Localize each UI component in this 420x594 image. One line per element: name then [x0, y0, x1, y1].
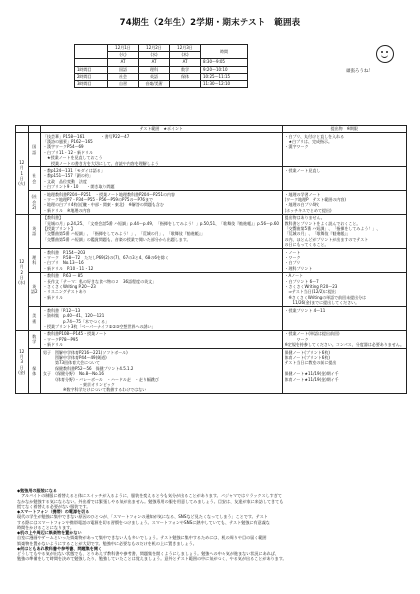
exam-date-part: 2 [20, 269, 24, 275]
header-submissions: 提出物 ※期限 [282, 126, 406, 133]
range-line: 【授業プリント】 [42, 226, 75, 231]
schedule-cell: 社会 [108, 73, 139, 80]
subject-row [16, 272, 407, 306]
submission-line: ※さくさくWritingの単語で前回未提出分は [284, 294, 367, 300]
range-line: ・ワークP78～P95 [42, 336, 78, 342]
study-tips-section [17, 488, 409, 562]
submission-line: ・授業ノート見直し [284, 167, 321, 173]
range-line: ・教p124～131「モダイは語る」 [42, 167, 105, 173]
subject-row [16, 249, 407, 273]
submission-line: ・白プリ、丸付けと直しを入れる [284, 133, 345, 139]
header-cell [28, 126, 40, 133]
submission-line: 教科書とプリントをよく読んでおくこと。 [284, 220, 361, 226]
range-line: ・新ドリル P.10・11・12 [42, 265, 94, 271]
schedule-cell: 数学 [170, 66, 201, 73]
submission-cell [282, 349, 406, 394]
subject-row [16, 349, 407, 394]
tip-text: 慌てなく着替える必要がない服装です。 [17, 503, 91, 509]
subject-name: 美術 [28, 307, 40, 331]
period-label: 2時間目 [75, 73, 108, 80]
period-label [75, 59, 108, 66]
test-range-cell [40, 214, 282, 248]
exam-date-part: 12 [19, 348, 25, 354]
subject-row [16, 167, 407, 191]
test-range-cell [40, 167, 282, 191]
range-line: ★授業ノートを見直しておこう [42, 155, 103, 161]
schedule-time: 8:30～9:05 [201, 59, 248, 66]
range-line: ・資料集 p.40～41、120～121 [42, 313, 105, 319]
schedule-cell: AT [139, 59, 170, 66]
submission-line: ワーク [284, 336, 309, 342]
tip-text: アルバイトの制服に着替えると体にスイッチが入るように、服装を変えると今も気分が出ることがあります。パジャマではリラックスしすぎて [17, 493, 282, 499]
exam-date-part: (金) [18, 370, 26, 376]
tip-text: 現代の学生が勉強に集中できない原因のひとつが、「スマートフォンの通知が気になる、SNSなど見たくなってしまう」ことです。テスト [17, 514, 268, 520]
tip-text: 勉強の準備をして時間を決めて勉強したり、勉強していたことは覚えましょう。意外とテスト範囲の中に気がつく、やる気が出ることがあります。 [17, 556, 287, 562]
smiley-face-icon [376, 45, 394, 63]
schedule-header-cell: 12月3日 [170, 45, 201, 52]
range-line: ・リスニングテストあり [42, 289, 87, 295]
schedule-subheader-cell: (火) [108, 52, 139, 59]
range-line: ・授業プリント3枚「ベーパーナイフ①②③空想世界への誘い」 [42, 323, 156, 329]
schedule-time: 11:30～12:10 [201, 81, 248, 88]
subject-name: 英語2 [28, 272, 40, 306]
range-table-header [16, 126, 407, 133]
schedule-cell [170, 81, 201, 88]
submission-cell [282, 272, 406, 306]
range-line: ・白プリ11・12・新ドリル [42, 149, 94, 155]
submission-line: ・Aノート [284, 273, 304, 279]
encouragement-text: 頑張ろうね！ [346, 69, 373, 74]
submission-cell [282, 330, 406, 348]
range-line: ・さくさくWriting P.20～23 [42, 284, 96, 290]
exam-date-part: 12 [19, 159, 25, 165]
submission-line: 保健ノート(プリント6枚) [284, 349, 330, 355]
exam-date-cell [16, 133, 29, 215]
submission-line: ・地理の学習ノート [284, 191, 321, 197]
range-table-body [16, 133, 407, 394]
tip-text: どうしてもやる気が出ない状態でも、とりあえず教科書や参考書、問題集を開くようにしましょう。勉強への中々気が進まない状況にあれば、 [17, 551, 279, 556]
submission-line: ★白プリは、完成指示。 [284, 138, 332, 144]
submission-line: ※定規を持参してください。コンパス、分度器は必要ありません。 [284, 342, 404, 348]
submission-line: 提出物はありません。 [284, 215, 325, 221]
schedule-header-cell: 12月2日 [139, 45, 170, 52]
subject-name: 保体 [28, 349, 40, 394]
tip-text: 娯楽物を置かないようにすることが大切です。勉強中に必要なものだけを机の上に置きましょう。 [17, 540, 197, 546]
test-range-cell [40, 307, 282, 331]
subject-name: 国語 [28, 133, 40, 167]
schedule-subheader-cell [75, 52, 108, 59]
submission-line: ・ノート [284, 249, 301, 255]
subject-name: 社会 [28, 167, 40, 191]
submission-line: ・地理の白プリ4枚 [284, 202, 319, 208]
range-line: ・文政 品位変動 法度 [42, 178, 87, 184]
submission-line: テスト当日に教室の前に提出 [284, 360, 337, 366]
header-cell [16, 126, 29, 133]
schedule-header-cell: 時間 [201, 45, 248, 59]
range-line: ・新ドリル [42, 342, 63, 348]
submission-line: (ワーク地理P テスト範囲の内容) [284, 196, 346, 202]
tip-text: 時間をかけることになります。 [17, 524, 74, 530]
range-line: 男子 図解中学体育P216～221(ソフトボール) [42, 349, 128, 355]
subject-row [16, 214, 407, 248]
tip-heading: ◆何はともあれ教科書や参考書、問題集を開く [17, 545, 103, 551]
exam-date-part: 1 [20, 170, 24, 176]
schedule-time: 10:25～11:15 [201, 73, 248, 80]
range-line: ・教科書 P.63 ～ 85 [42, 273, 83, 279]
tip-heading: ◆スマートフォン（携帯）の電源を切る [17, 509, 90, 514]
submission-line: (ホッチキスでとめて提出) [284, 207, 332, 213]
exam-date-cell [16, 330, 29, 393]
schedule-row [75, 59, 248, 66]
schedule-subheader-cell: (木) [170, 52, 201, 59]
subject-row [16, 307, 407, 331]
submission-cell [282, 191, 406, 215]
exam-date-part: 月 [19, 353, 24, 359]
tip-heading: ◆勉強用の服装になる [17, 488, 57, 493]
schedule-cell: 保体 [170, 73, 201, 80]
schedule-cell: 理科 [139, 66, 170, 73]
range-line: ・東京オリンピック [42, 381, 115, 387]
test-range-cell [40, 349, 282, 394]
test-range-cell [40, 133, 282, 167]
header-range: テスト範囲 ★ポイント [40, 126, 282, 133]
period-label: 1時間目 [75, 66, 108, 73]
submission-line: 「荒城の月」、「歌舞伎『勧進帳』」 [284, 231, 351, 237]
subject-name: 数学 [28, 330, 40, 348]
exam-schedule-table [74, 44, 248, 88]
range-line: ・白プリ No.13～16 [42, 260, 84, 266]
test-range-cell [40, 249, 282, 273]
submission-line: ・白プリ [284, 260, 301, 266]
range-line: ・新ドリル ※地理の内容 [42, 207, 91, 213]
range-line: 「見城の月」p.24,25、「文豪会話5番 ハ短調」p.44～p.49、「指揮をしてみよう！」p.50,51、「歌舞伎『勧進帳』」p.56～p.60 [42, 220, 279, 226]
subject-name: 英語 [28, 214, 40, 248]
schedule-row [75, 66, 248, 73]
submission-cell [282, 167, 406, 191]
schedule-cell: AT [108, 59, 139, 66]
exam-date-part: 3 [20, 359, 24, 365]
exam-date-part: 月 [19, 165, 24, 171]
subject-name: 理科 [28, 249, 40, 273]
submission-cell [282, 249, 406, 273]
submission-line: ⇒テスト当日(12/2)に提出 [284, 289, 336, 295]
schedule-header-cell: 12月1日 [108, 45, 139, 52]
submission-line: ・ワーク [284, 255, 301, 261]
range-line: ・地理の白プリ4枚(近畿・中部・関東・東北) ※解答の問題も含む [42, 202, 164, 208]
exam-date-part: 日 [19, 176, 24, 182]
exam-date-part: (火) [18, 181, 26, 187]
schedule-cell: AT [170, 59, 201, 66]
range-line: 「交響曲第5番 ハ短調」、「指揮をしてみよう！」、「荒城の月」、「歌舞伎『勧進帳』」 [42, 231, 205, 237]
range-line: ・漢字ワークP54～69 [42, 144, 84, 150]
subject-row [16, 191, 407, 215]
exam-date-part: 日 [19, 274, 24, 280]
submission-cell [282, 307, 406, 331]
range-line: 保健教科書P52～56 保健プリント4.5.1.2 [42, 365, 134, 371]
range-line: p.74～75「木でつくる」 [42, 318, 109, 324]
submission-line: ・漢字ワーク [284, 144, 309, 150]
test-range-cell [40, 330, 282, 348]
tip-text: なかなか勉強する気にならない。外出着では緊張しやる気が出ません。勉強専用の服を用意してみましょう。目安は、友達が家に来訪してきても [17, 498, 284, 504]
range-line: 「技芸華」P158～161 ・書写P22～47 [42, 133, 130, 139]
submission-line: の内、ほとんどがプリントが出ますのでテスト [284, 236, 369, 242]
range-line: 【教科書】 [42, 215, 63, 221]
submission-line: 体育ノート★11/19(金)期イ千 [284, 376, 339, 382]
range-line: ・地理教科書P204～P251 ・授業ノート地理教科書P204～P251の内容 [42, 191, 176, 197]
schedule-header-cell [75, 45, 108, 52]
range-line: ・新ドリル [42, 294, 63, 300]
range-line: ・教科書「P.12～13 [42, 307, 81, 313]
range-line: 図解中学体育P44～49(剣道) [42, 354, 107, 360]
submission-line: ・さくさくWriting P.20～23 [284, 284, 338, 290]
range-line: ・教科書P108～P145・授業ノート [42, 331, 107, 337]
range-line: 授業ノートの書き方を大切にして、音読や内容を理解しよう [42, 160, 159, 166]
schedule-cell: 国語 [108, 66, 139, 73]
schedule-subheader-cell: (水) [139, 52, 170, 59]
range-line: 「漢詩の風景」P162～165 [42, 138, 93, 144]
submission-line: ・白プリント 6～7 [284, 278, 319, 284]
submission-line: 体育ノート(プリント6枚) [284, 354, 330, 360]
submission-cell [282, 214, 406, 248]
range-line: 第73回体育大会について [42, 360, 100, 366]
tip-text: 自室に漫画やゲームといった娯楽物があって集中できない人も多いでしょう。テスト勉強に集中するためには、机の周りや目の届く範囲 [17, 535, 267, 541]
exam-date-part: 日 [19, 364, 24, 370]
submission-line: ・理科プリント [284, 265, 313, 271]
page-title: 74期生（2年生）2学期・期末テスト 範囲表 [119, 18, 301, 28]
submission-line: ・授業ノート(単語は提出前回) [284, 331, 340, 337]
submission-line: 保健ノート★11/19(金)期イ千 [284, 371, 339, 377]
schedule-cell: 音楽/美術 [139, 81, 170, 88]
range-line: 「交響曲第5番 ハ短調」の鑑賞問題も、音楽の授業で聞いた部分から出題します。 [42, 236, 191, 242]
subject-row [16, 133, 407, 167]
range-line: 《体育分野》・バレーボール ・ハードル走 ・走り幅跳び [42, 376, 159, 382]
range-line: ・教科書 P.154～203 [42, 249, 86, 255]
schedule-cell: 自習 [108, 81, 139, 88]
submission-cell [282, 133, 406, 167]
submission-line: ・授業プリント 4～11 [284, 307, 326, 313]
range-line: ・白プリント9・10 ・開き取り問題 [42, 184, 115, 190]
submission-line: 「交響曲第5番 ハ短調」、「指揮をしてみよう！」、 [284, 226, 381, 231]
range-line: ※数字科学だけについて数値するわけではない [42, 387, 147, 393]
schedule-row [75, 81, 248, 88]
submission-line: の日にもってくること。 [284, 242, 329, 248]
exam-date-part: 12 [19, 258, 25, 264]
test-range-cell [40, 191, 282, 215]
range-line: ・教p151～157「鎖の約」 [42, 173, 93, 179]
test-range-cell [40, 272, 282, 306]
range-line: 女子 《保健分野》 No.8～No.16 [42, 371, 104, 377]
tip-text: する際にはスマートフォンや携帯電話の電源を切る習慣をつけましょう。スマートフォンやSNSに熱中していても、テスト勉強に有意義な [17, 519, 270, 525]
subject-name: (社会2) [28, 191, 40, 215]
range-line: ・ワーク地理P7・P34～P55・P56～P59のP75の～P76まで [42, 196, 153, 202]
schedule-time: 9:20～10:10 [201, 66, 248, 73]
submission-line: 11/26(金)までに提出してください。 [284, 300, 360, 306]
schedule-cell: 英語 [139, 73, 170, 80]
exam-date-cell [16, 214, 29, 330]
range-line: ・長作文「テーマ：私の好きな食べ物の２ 36語程度の英文」 [42, 278, 157, 284]
test-range-table [15, 125, 407, 394]
exam-date-part: (水) [18, 280, 26, 286]
period-label: 3時間目 [75, 81, 108, 88]
range-line: ・ワーク P.58～72 ただしP69(2)の(7)、67の3と4、68の6を除く [42, 255, 169, 261]
tip-heading: ◆机の上や周辺に娯楽物を置かない [17, 530, 82, 535]
exam-date-part: 月 [19, 264, 24, 270]
schedule-row [75, 73, 248, 80]
subject-row [16, 330, 407, 348]
